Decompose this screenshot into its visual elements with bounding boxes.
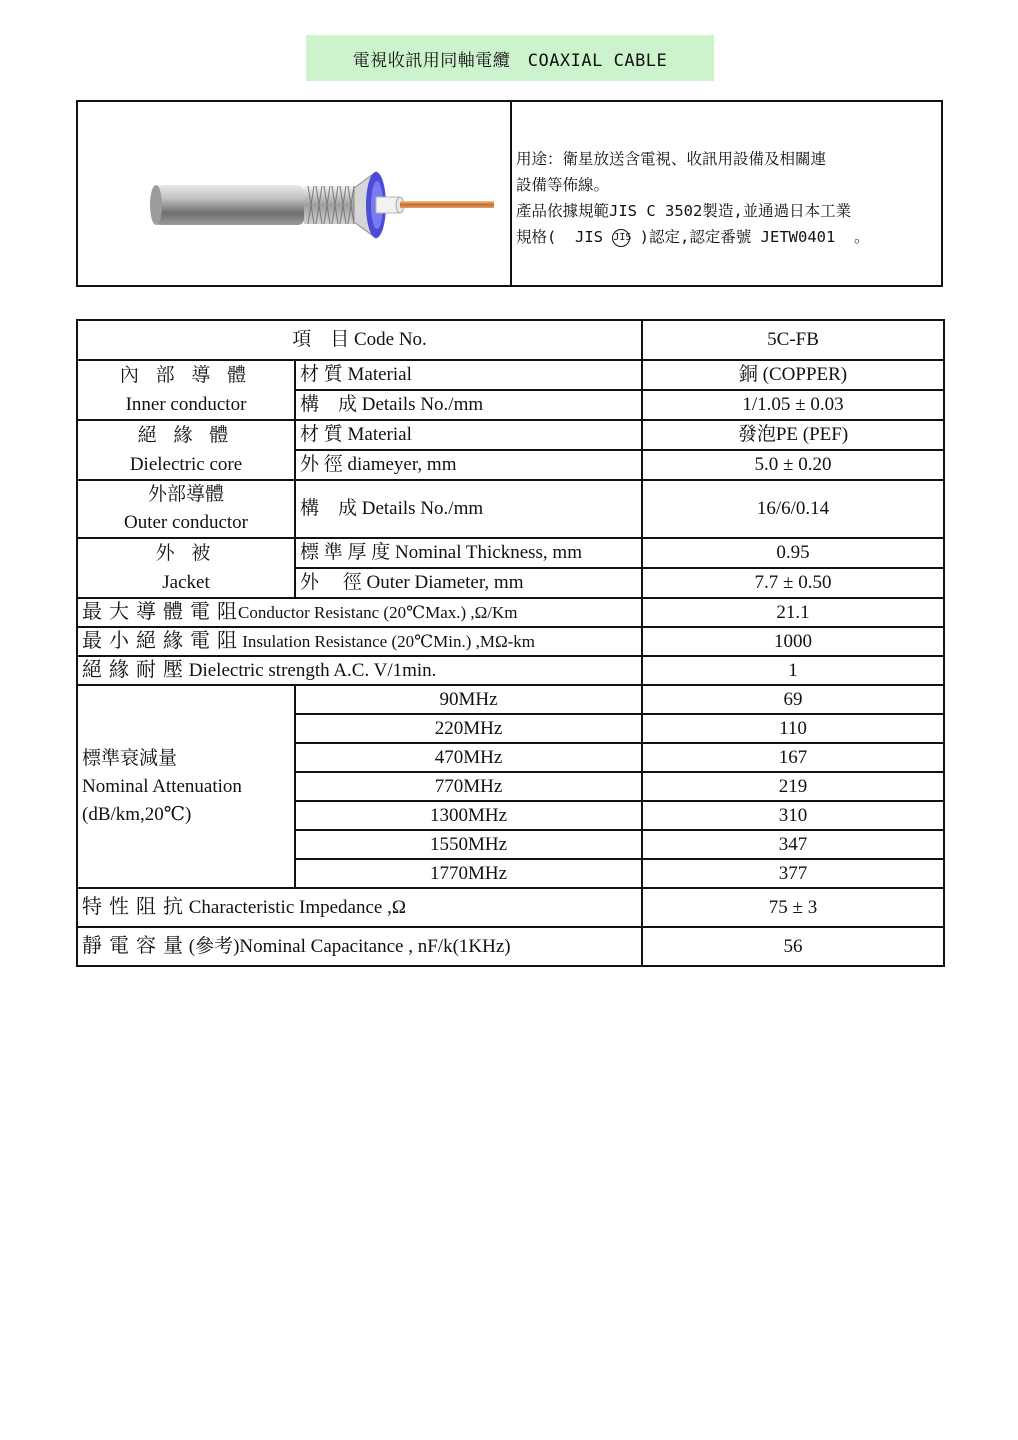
table-header-row (77, 320, 944, 360)
outer-conductor-group (77, 480, 295, 538)
table-row (77, 627, 944, 656)
attenuation-freq: 770MHz (295, 772, 642, 801)
attenuation-freq: 1300MHz (295, 801, 642, 830)
dielectric-diameter-value: 5.0 ± 0.20 (642, 450, 944, 480)
jacket-en: Jacket (162, 572, 210, 593)
standard-line-2-post: )認定,認定番號 JETW0401 。 (630, 228, 870, 246)
table-row (77, 598, 944, 627)
standard-line-2 (516, 224, 935, 250)
inner-conductor-group (77, 360, 295, 420)
attenuation-value: 347 (642, 830, 944, 859)
capacitance-label (77, 927, 642, 966)
insulation-resistance-zh: 最 小 絕 緣 電 阻 (82, 630, 238, 652)
dielectric-en: Dielectric core (129, 454, 243, 475)
usage-line-1: 用途：衛星放送含電視、收訊用設備及相關連 (516, 150, 827, 168)
outer-conductor-zh: 外部導體 (147, 484, 224, 505)
dielectric-strength-value: 1 (642, 656, 944, 685)
document-title: 電視收訊用同軸電纜 COAXIAL CABLE (306, 35, 714, 81)
capacitance-value: 56 (642, 927, 944, 966)
usage-line-2: 設備等佈線。 (516, 176, 610, 194)
attenuation-freq: 470MHz (295, 743, 642, 772)
insulation-resistance-label (77, 627, 642, 656)
jacket-diameter-value: 7.7 ± 0.50 (642, 568, 944, 598)
inner-conductor-zh: 內 部 導 體 (119, 365, 253, 386)
attenuation-value: 69 (642, 685, 944, 714)
standard-line-1: 產品依據規範JIS C 3502製造,並通過日本工業 (516, 202, 852, 220)
impedance-value: 75 ± 3 (642, 888, 944, 927)
attenuation-value: 377 (642, 859, 944, 888)
dielectric-diameter-label: 外 徑 diameyer, mm (295, 450, 642, 480)
dielectric-strength-label (77, 656, 642, 685)
attenuation-group (77, 685, 295, 888)
impedance-en: Characteristic Impedance ,Ω (184, 897, 406, 918)
table-row (77, 538, 944, 568)
inner-material-value: 銅 (COPPER) (642, 360, 944, 390)
code-no-value: 5C-FB (642, 320, 944, 360)
spec-table (76, 319, 945, 967)
attenuation-freq: 1770MHz (295, 859, 642, 888)
code-no-label: 項 目 Code No. (77, 320, 642, 360)
conductor-resistance-value: 21.1 (642, 598, 944, 627)
jis-mark-icon: JIS (612, 229, 630, 247)
inner-conductor-en: Inner conductor (125, 394, 247, 415)
table-row (77, 685, 944, 714)
table-row (77, 888, 944, 927)
attenuation-value: 219 (642, 772, 944, 801)
table-row (77, 420, 944, 450)
table-row (77, 656, 944, 685)
impedance-zh: 特 性 阻 抗 (82, 896, 184, 918)
inner-material-label: 材 質 Material (295, 360, 642, 390)
inner-details-value: 1/1.05 ± 0.03 (642, 390, 944, 420)
attenuation-value: 167 (642, 743, 944, 772)
attenuation-unit: (dB/km,20℃) (82, 803, 192, 825)
jacket-diameter-label: 外 徑 Outer Diameter, mm (295, 568, 642, 598)
usage-description (512, 102, 941, 285)
table-row (77, 927, 944, 966)
dielectric-material-label: 材 質 Material (295, 420, 642, 450)
standard-line-2-pre: 規格( JIS (516, 228, 613, 246)
attenuation-en: Nominal Attenuation (82, 775, 242, 797)
dielectric-strength-en: Dielectric strength A.C. V/1min. (184, 660, 437, 681)
jacket-group (77, 538, 295, 598)
attenuation-freq: 1550MHz (295, 830, 642, 859)
jacket-thickness-value: 0.95 (642, 538, 944, 568)
attenuation-zh: 標準衰減量 (82, 747, 178, 769)
outer-details-value: 16/6/0.14 (642, 480, 944, 538)
conductor-resistance-zh: 最 大 導 體 電 阻 (82, 601, 238, 623)
table-row (77, 360, 944, 390)
dielectric-zh: 絕 緣 體 (137, 425, 235, 446)
attenuation-freq: 220MHz (295, 714, 642, 743)
attenuation-value: 310 (642, 801, 944, 830)
conductor-resistance-en: Conductor Resistanc (20℃Max.) ,Ω/Km (238, 603, 518, 622)
insulation-resistance-en: Insulation Resistance (20℃Min.) ,MΩ-km (238, 632, 536, 651)
table-row (77, 480, 944, 538)
inner-details-label: 構 成 Details No./mm (295, 390, 642, 420)
conductor-resistance-label (77, 598, 642, 627)
dielectric-material-value: 發泡PE (PEF) (642, 420, 944, 450)
capacitance-zh: 靜 電 容 量 (82, 935, 184, 957)
cable-image-cell (78, 102, 512, 285)
dielectric-strength-zh: 絕 緣 耐 壓 (82, 659, 184, 681)
outer-conductor-en: Outer conductor (124, 512, 248, 533)
insulation-resistance-value: 1000 (642, 627, 944, 656)
jacket-thickness-label: 標 準 厚 度 Nominal Thickness, mm (295, 538, 642, 568)
outer-details-label: 構 成 Details No./mm (295, 480, 642, 538)
intro-box (76, 100, 943, 287)
jacket-zh: 外 被 (155, 543, 217, 564)
attenuation-value: 110 (642, 714, 944, 743)
impedance-label (77, 888, 642, 927)
attenuation-freq: 90MHz (295, 685, 642, 714)
capacitance-en: (參考)Nominal Capacitance , nF/k(1KHz) (184, 936, 511, 957)
dielectric-group (77, 420, 295, 480)
coaxial-cable-illustration (144, 168, 504, 248)
